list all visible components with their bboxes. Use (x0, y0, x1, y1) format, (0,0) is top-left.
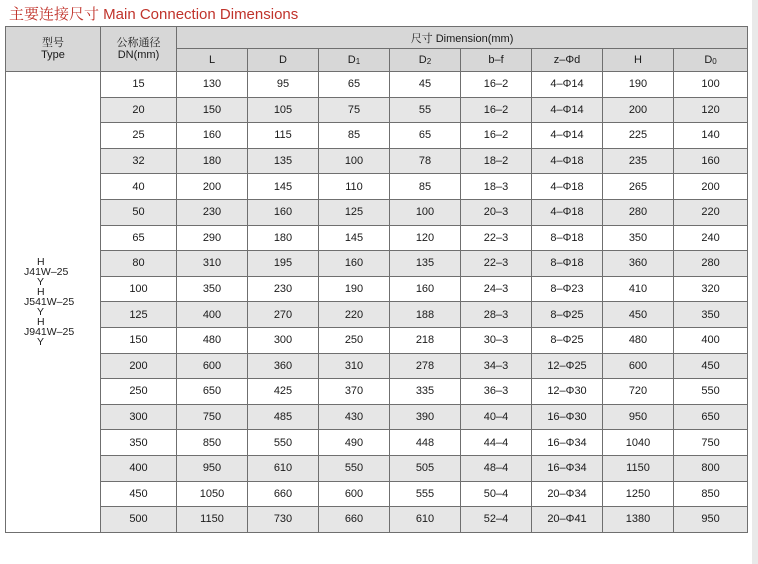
model-name: J941W–25 (24, 325, 75, 338)
table-cell: 1050 (177, 481, 248, 507)
table-cell: 100 (390, 199, 461, 225)
model-sub: Y (37, 275, 45, 288)
column-header-subscript: 1 (355, 57, 361, 66)
table-cell: 480 (603, 327, 674, 353)
table-cell: 28–3 (461, 302, 532, 328)
table-cell: 75 (319, 97, 390, 123)
table-cell: 180 (248, 225, 319, 251)
column-header-label: b–f (488, 54, 504, 66)
table-cell: 550 (319, 455, 390, 481)
table-cell: 225 (603, 123, 674, 149)
table-cell: 160 (319, 251, 390, 277)
table-cell: 100 (674, 72, 748, 98)
table-cell: 1150 (603, 455, 674, 481)
type-header-cn: 型号 (41, 37, 64, 49)
table-cell: 85 (319, 123, 390, 149)
model-sub: Y (37, 305, 45, 318)
table-cell: 22–3 (461, 225, 532, 251)
type-header-en: Type (41, 49, 65, 61)
model-sub: Y (37, 335, 45, 348)
table-cell: 40–4 (461, 404, 532, 430)
table-cell: 650 (177, 379, 248, 405)
table-row (6, 430, 748, 456)
dimensions-table (5, 26, 748, 533)
table-cell: 100 (319, 148, 390, 174)
table-cell: 125 (319, 199, 390, 225)
page-title: 主要连接尺寸 Main Connection Dimensions (9, 6, 299, 23)
type-header (6, 27, 101, 72)
column-header-subscript: 0 (712, 57, 717, 66)
column-header (177, 49, 248, 72)
table-cell: 4–Φ18 (532, 199, 603, 225)
table-cell: 800 (674, 455, 748, 481)
table-cell: 30–3 (461, 327, 532, 353)
table-cell: 350 (674, 302, 748, 328)
table-cell: 18–3 (461, 174, 532, 200)
table-cell: 850 (177, 430, 248, 456)
table-cell: 730 (248, 507, 319, 533)
table-cell: 4–Φ14 (532, 97, 603, 123)
table-cell: 95 (248, 72, 319, 98)
table-cell: 135 (390, 251, 461, 277)
table-cell: 65 (390, 123, 461, 149)
table-cell: 18–2 (461, 148, 532, 174)
table-cell: 140 (674, 123, 748, 149)
dn-cell: 250 (101, 379, 177, 405)
dn-cell: 150 (101, 327, 177, 353)
table-cell: 36–3 (461, 379, 532, 405)
table-cell: 24–3 (461, 276, 532, 302)
table-cell: 230 (177, 199, 248, 225)
model-name: J541W–25 (24, 295, 75, 308)
table-cell: 22–3 (461, 251, 532, 277)
column-header-label: D (347, 54, 356, 66)
table-cell: 200 (177, 174, 248, 200)
table-cell: 490 (319, 430, 390, 456)
table-cell: 200 (674, 174, 748, 200)
table-cell: 950 (603, 404, 674, 430)
table-cell: 448 (390, 430, 461, 456)
table-cell: 160 (248, 199, 319, 225)
table-cell: 188 (390, 302, 461, 328)
table-cell: 400 (177, 302, 248, 328)
table-cell: 360 (603, 251, 674, 277)
model-sup: H (37, 255, 45, 268)
table-cell: 150 (177, 97, 248, 123)
table-cell: 190 (603, 72, 674, 98)
table-cell: 450 (674, 353, 748, 379)
table-cell: 16–2 (461, 97, 532, 123)
table-cell: 1250 (603, 481, 674, 507)
dn-cell: 20 (101, 97, 177, 123)
table-cell: 190 (319, 276, 390, 302)
table-cell: 45 (390, 72, 461, 98)
dn-cell: 40 (101, 174, 177, 200)
table-row (6, 327, 748, 353)
table-row (6, 251, 748, 277)
table-row (6, 404, 748, 430)
table-cell: 8–Φ23 (532, 276, 603, 302)
dn-cell: 300 (101, 404, 177, 430)
dn-cell: 125 (101, 302, 177, 328)
dn-cell: 80 (101, 251, 177, 277)
table-cell: 230 (248, 276, 319, 302)
table-cell: 55 (390, 97, 461, 123)
table-cell: 550 (674, 379, 748, 405)
table-cell: 78 (390, 148, 461, 174)
table-cell: 610 (248, 455, 319, 481)
table-cell: 1150 (177, 507, 248, 533)
dn-cell: 25 (101, 123, 177, 149)
table-cell: 195 (248, 251, 319, 277)
table-cell: 1380 (603, 507, 674, 533)
table-cell: 110 (319, 174, 390, 200)
table-cell: 180 (177, 148, 248, 174)
table-cell: 450 (603, 302, 674, 328)
table-cell: 160 (390, 276, 461, 302)
table-cell: 270 (248, 302, 319, 328)
table-cell: 350 (177, 276, 248, 302)
column-header (461, 49, 532, 72)
table-row (6, 174, 748, 200)
column-header (674, 49, 748, 72)
table-cell: 20–3 (461, 199, 532, 225)
table-cell: 280 (674, 251, 748, 277)
table-cell: 105 (248, 97, 319, 123)
table-row (6, 199, 748, 225)
table-cell: 12–Φ30 (532, 379, 603, 405)
dn-cell: 200 (101, 353, 177, 379)
dn-header-cn: 公称通径 (116, 37, 161, 49)
column-header-subscript: 2 (426, 57, 432, 66)
table-cell: 200 (603, 97, 674, 123)
table-cell: 220 (674, 199, 748, 225)
table-cell: 4–Φ14 (532, 123, 603, 149)
dn-cell: 15 (101, 72, 177, 98)
table-cell: 8–Φ25 (532, 327, 603, 353)
table-cell: 12–Φ25 (532, 353, 603, 379)
table-cell: 4–Φ18 (532, 174, 603, 200)
table-cell: 360 (248, 353, 319, 379)
table-cell: 650 (674, 404, 748, 430)
table-cell: 120 (674, 97, 748, 123)
table-cell: 850 (674, 481, 748, 507)
table-row (6, 276, 748, 302)
table-cell: 120 (390, 225, 461, 251)
column-header (532, 49, 603, 72)
dn-cell: 350 (101, 430, 177, 456)
table-cell: 720 (603, 379, 674, 405)
table-cell: 160 (674, 148, 748, 174)
table-cell: 390 (390, 404, 461, 430)
column-header-label: L (208, 54, 216, 66)
table-cell: 430 (319, 404, 390, 430)
table-cell: 400 (674, 327, 748, 353)
table-cell: 750 (177, 404, 248, 430)
table-cell: 130 (177, 72, 248, 98)
column-header-label: D (704, 54, 713, 66)
column-header-label: H (634, 54, 642, 66)
table-cell: 8–Φ18 (532, 225, 603, 251)
table-cell: 350 (603, 225, 674, 251)
table-cell: 235 (603, 148, 674, 174)
table-cell: 600 (319, 481, 390, 507)
table-cell: 290 (177, 225, 248, 251)
dn-cell: 400 (101, 455, 177, 481)
model-name: J41W–25 (24, 265, 69, 278)
table-cell: 310 (319, 353, 390, 379)
table-row (6, 148, 748, 174)
table-cell: 34–3 (461, 353, 532, 379)
column-header-label: z–Φd (553, 54, 581, 66)
table-cell: 135 (248, 148, 319, 174)
table-cell: 50–4 (461, 481, 532, 507)
model-sup: H (37, 285, 45, 298)
dn-cell: 100 (101, 276, 177, 302)
table-cell: 335 (390, 379, 461, 405)
table-cell: 600 (177, 353, 248, 379)
dn-header (101, 27, 177, 72)
dn-cell: 50 (101, 199, 177, 225)
table-cell: 48–4 (461, 455, 532, 481)
table-row (6, 455, 748, 481)
table-row (6, 302, 748, 328)
table-cell: 16–Φ30 (532, 404, 603, 430)
table-cell: 65 (319, 72, 390, 98)
column-header (248, 49, 319, 72)
table-cell: 265 (603, 174, 674, 200)
table-cell: 660 (319, 507, 390, 533)
table-cell: 8–Φ25 (532, 302, 603, 328)
column-header (390, 49, 461, 72)
column-header (319, 49, 390, 72)
table-cell: 145 (248, 174, 319, 200)
table-cell: 44–4 (461, 430, 532, 456)
table-row (6, 72, 748, 98)
right-edge-strip (752, 0, 758, 564)
table-row (6, 225, 748, 251)
table-cell: 16–2 (461, 72, 532, 98)
table-cell: 1040 (603, 430, 674, 456)
table-cell: 250 (319, 327, 390, 353)
table-cell: 52–4 (461, 507, 532, 533)
table-cell: 610 (390, 507, 461, 533)
table-cell: 145 (319, 225, 390, 251)
table-cell: 550 (248, 430, 319, 456)
table-cell: 480 (177, 327, 248, 353)
dn-cell: 450 (101, 481, 177, 507)
table-row (6, 123, 748, 149)
table-row (6, 379, 748, 405)
table-cell: 555 (390, 481, 461, 507)
table-cell: 220 (319, 302, 390, 328)
table-cell: 278 (390, 353, 461, 379)
table-cell: 310 (177, 251, 248, 277)
dimension-header: 尺寸 Dimension(mm) (177, 27, 748, 49)
dn-cell: 32 (101, 148, 177, 174)
table-cell: 505 (390, 455, 461, 481)
table-cell: 115 (248, 123, 319, 149)
table-cell: 4–Φ14 (532, 72, 603, 98)
table-cell: 16–Φ34 (532, 430, 603, 456)
table-cell: 240 (674, 225, 748, 251)
table-row (6, 353, 748, 379)
table-cell: 300 (248, 327, 319, 353)
table-row (6, 507, 748, 533)
table-cell: 660 (248, 481, 319, 507)
type-models-cell (6, 72, 101, 533)
table-cell: 750 (674, 430, 748, 456)
table-cell: 410 (603, 276, 674, 302)
table-cell: 485 (248, 404, 319, 430)
column-header-label: D (418, 54, 427, 66)
table-cell: 8–Φ18 (532, 251, 603, 277)
table-cell: 20–Φ34 (532, 481, 603, 507)
table-cell: 950 (177, 455, 248, 481)
table-cell: 600 (603, 353, 674, 379)
table-row (6, 481, 748, 507)
table-cell: 950 (674, 507, 748, 533)
table-row (6, 97, 748, 123)
table-cell: 280 (603, 199, 674, 225)
column-header-label: D (279, 54, 287, 66)
dn-cell: 500 (101, 507, 177, 533)
table-cell: 85 (390, 174, 461, 200)
dn-cell: 65 (101, 225, 177, 251)
column-header (603, 49, 674, 72)
table-cell: 425 (248, 379, 319, 405)
dn-header-en: DN(mm) (117, 49, 160, 61)
table-cell: 20–Φ41 (532, 507, 603, 533)
model-sup: H (37, 315, 45, 328)
table-cell: 370 (319, 379, 390, 405)
table-cell: 160 (177, 123, 248, 149)
table-cell: 320 (674, 276, 748, 302)
table-cell: 16–2 (461, 123, 532, 149)
table-cell: 4–Φ18 (532, 148, 603, 174)
table-cell: 16–Φ34 (532, 455, 603, 481)
table-cell: 218 (390, 327, 461, 353)
